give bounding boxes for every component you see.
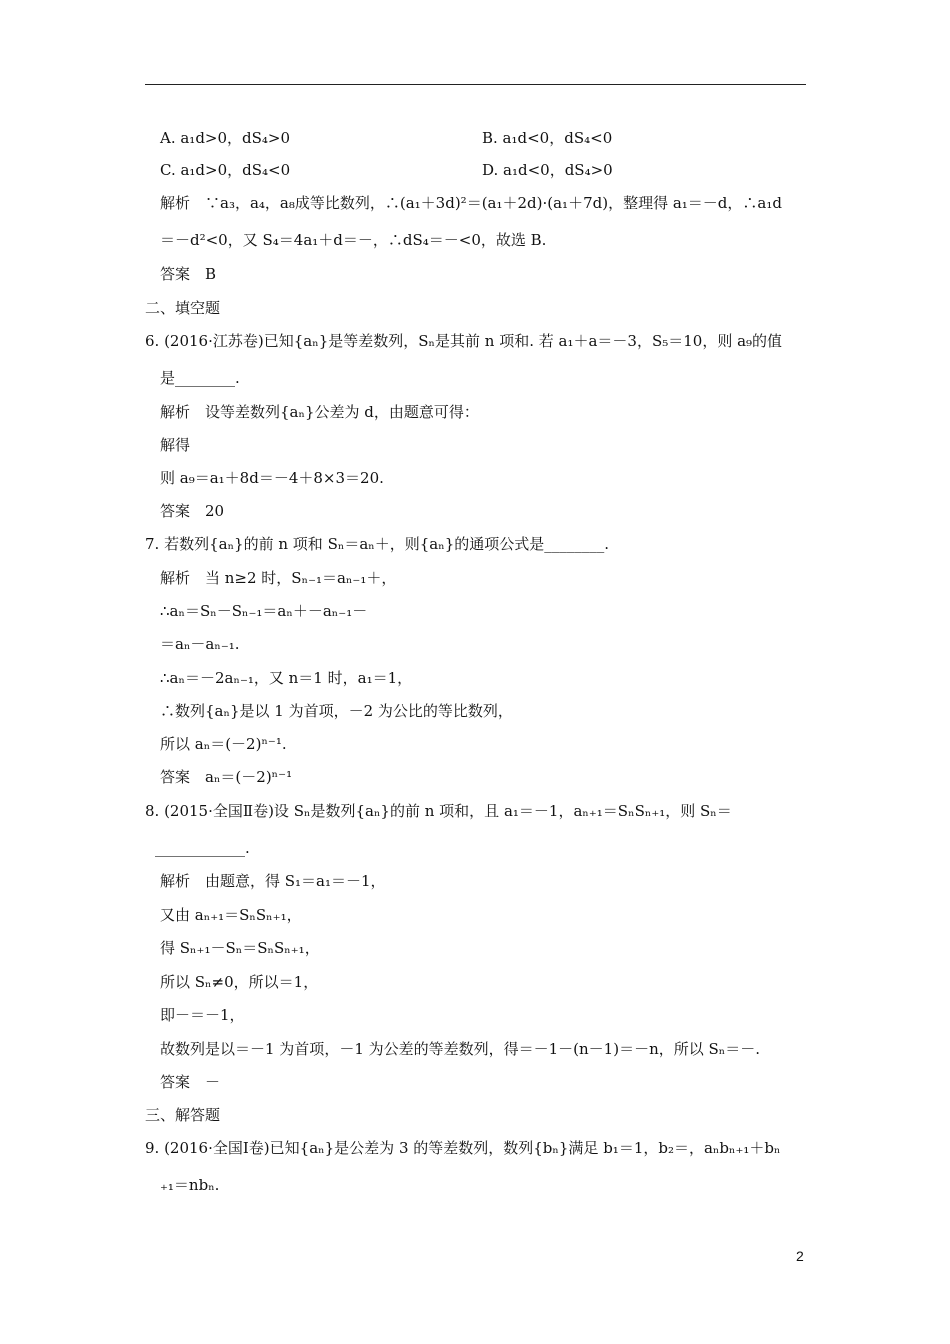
text-line: 得 Sₙ₊₁－Sₙ＝SₙSₙ₊₁， <box>160 939 320 957</box>
page-number: 2 <box>796 1248 804 1264</box>
text-line: 答案 B <box>160 265 217 283</box>
text-line: 6. (2016·江苏卷)已知{aₙ}是等差数列，Sₙ是其前 n 项和. 若 a₁＋a＝－3，S₅＝10，则 a₉的值 <box>145 332 783 350</box>
text-line: 故数列是以＝－1 为首项，－1 为公差的等差数列，得＝－1－(n－1)＝－n，所以 Sₙ＝－. <box>160 1040 761 1058</box>
text-line: D. a₁d<0，dS₄>0 <box>482 161 613 179</box>
text-line: 答案 aₙ＝(－2)ⁿ⁻¹ <box>160 768 293 786</box>
text-line: 解析 ∵a₃，a₄，a₈成等比数列，∴(a₁＋3d)²＝(a₁＋2d)·(a₁＋7d)，整理得 a₁＝－d，∴a₁d <box>160 194 782 212</box>
text-line: 解析 当 n≥2 时，Sₙ₋₁＝aₙ₋₁＋， <box>160 569 397 587</box>
text-line: ∴数列{aₙ}是以 1 为首项，－2 为公比的等比数列， <box>160 702 513 720</box>
text-line: B. a₁d<0，dS₄<0 <box>482 129 613 147</box>
header-rule <box>145 84 806 85</box>
text-line: 二、填空题 <box>145 299 221 317</box>
text-line: ____________. <box>155 839 250 857</box>
text-line: ∴aₙ＝Sₙ－Sₙ₋₁＝aₙ＋－aₙ₋₁－ <box>160 602 368 620</box>
text-line: 是________. <box>160 369 240 387</box>
text-line: ＝－d²<0，又 S₄＝4a₁＋d＝－，∴dS₄＝－<0，故选 B. <box>160 231 547 249</box>
text-line: C. a₁d>0，dS₄<0 <box>160 161 291 179</box>
text-line: ∴aₙ＝－2aₙ₋₁，又 n＝1 时，a₁＝1， <box>160 669 413 687</box>
text-line: 则 a₉＝a₁＋8d＝－4＋8×3＝20. <box>160 469 384 487</box>
text-line: 答案 － <box>160 1073 221 1091</box>
text-line: 又由 aₙ₊₁＝SₙSₙ₊₁， <box>160 906 302 924</box>
text-line: 即－＝－1， <box>160 1006 245 1024</box>
text-line: 7. 若数列{aₙ}的前 n 项和 Sₙ＝aₙ＋，则{aₙ}的通项公式是________. <box>145 535 610 553</box>
text-line: 所以 aₙ＝(－2)ⁿ⁻¹. <box>160 735 287 753</box>
text-line: 所以 Sₙ≠0，所以＝1， <box>160 973 319 991</box>
text-line: 答案 20 <box>160 502 225 520</box>
text-line: A. a₁d>0，dS₄>0 <box>160 129 291 147</box>
text-line: ＝aₙ－aₙ₋₁. <box>160 635 240 653</box>
text-line: ₊₁＝nbₙ. <box>160 1176 220 1194</box>
text-line: 三、解答题 <box>145 1106 221 1124</box>
text-line: 解得 <box>160 436 191 454</box>
text-line: 9. (2016·全国Ⅰ卷)已知{aₙ}是公差为 3 的等差数列，数列{bₙ}满足 b₁＝1，b₂＝，aₙbₙ₊₁＋bₙ <box>145 1139 781 1157</box>
text-line: 解析 设等差数列{aₙ}公差为 d，由题意可得： <box>160 403 479 421</box>
text-line: 8. (2015·全国Ⅱ卷)设 Sₙ是数列{aₙ}的前 n 项和，且 a₁＝－1，aₙ₊₁＝SₙSₙ₊₁，则 Sₙ＝ <box>145 802 732 820</box>
text-line: 解析 由题意，得 S₁＝a₁＝－1， <box>160 872 386 890</box>
